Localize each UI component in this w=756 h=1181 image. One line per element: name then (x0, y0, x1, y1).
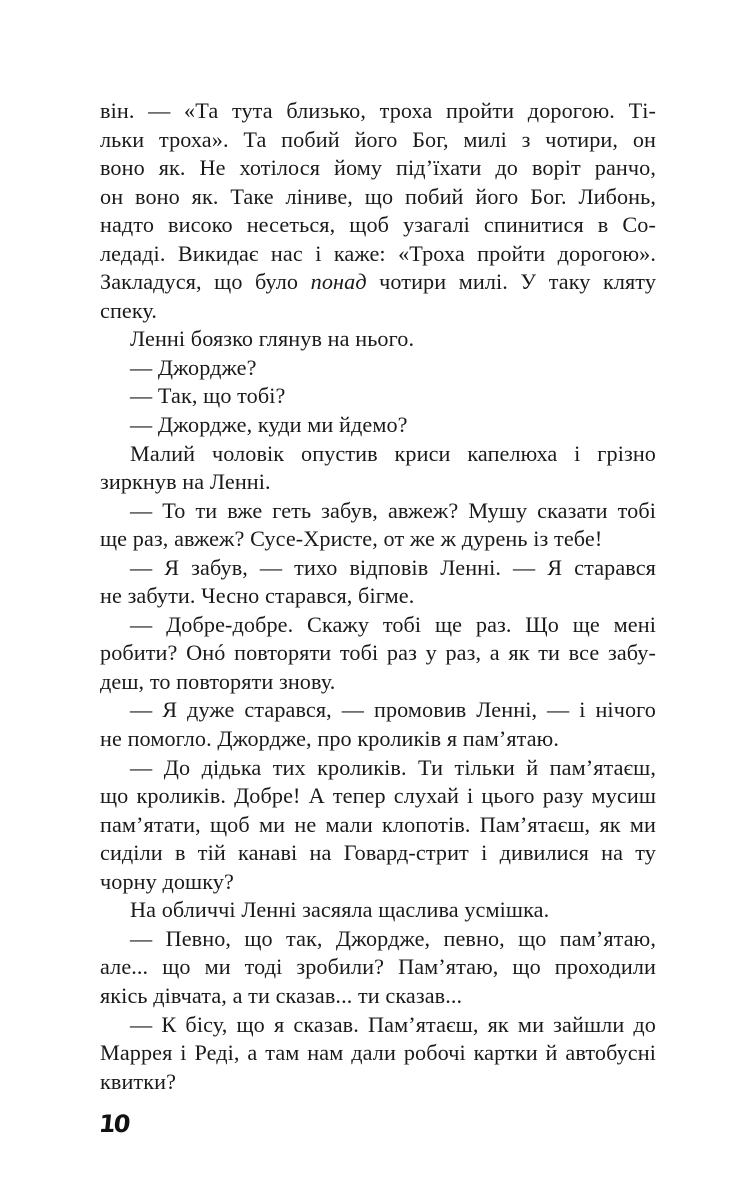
text-line: але... що ми тоді зробили? Пам’ятаю, що проходили (100, 954, 656, 980)
text-line: сиділи в тій канаві на Говард-стрит і дивилися на ту (100, 840, 656, 866)
text-line: — То ти вже геть забув, авжеж? Мушу сказати тобі (130, 497, 656, 523)
text-line: робити? Онó повторяти тобі раз у раз, а як ти все забу- (100, 640, 656, 666)
paragraph (100, 325, 656, 354)
paragraph (100, 611, 656, 697)
paragraph (100, 411, 656, 440)
text-line: — Добре-добре. Скажу тобі ще раз. Що ще мені (130, 611, 656, 637)
text-line: якісь дівчата, а ти сказав... ти сказав... (100, 982, 463, 1008)
text-line: квитки? (100, 1068, 177, 1094)
text-line: — Я дуже старався, — промовив Ленні, — і нічого (130, 697, 656, 723)
text-line: надто високо несеться, щоб узагалі спинитися в Со- (100, 212, 656, 238)
paragraph (100, 1011, 656, 1097)
text-line: льки троха». Та побий його Бог, милі з чотири, он (100, 126, 656, 152)
paragraph (100, 925, 656, 1011)
text-line: що кроликів. Добре! А тепер слухай і цього разу мусиш (100, 783, 656, 809)
paragraph (100, 497, 656, 554)
text-line: — До дідька тих кроликів. Ти тільки й пам’ятаєш, (130, 754, 656, 780)
text-line: не забути. Чесно старався, бігме. (100, 583, 415, 609)
text-line: Закладуся, що було понад чотири милі. У таку кляту (100, 269, 657, 295)
text-line: На обличчі Ленні засяяла щаслива усмішка. (130, 897, 550, 923)
text-line: чорну дошку? (100, 868, 234, 894)
paragraph (100, 554, 656, 611)
text-line: спеку. (100, 297, 158, 323)
paragraph (100, 696, 656, 753)
text-line: не помогло. Джордже, про кроликів я пам’ятаю. (100, 726, 559, 752)
text-line: Ленні боязко глянув на нього. (130, 326, 415, 352)
text-line: — Певно, що так, Джордже, певно, що пам’ятаю, (130, 925, 656, 951)
text-line: воно як. Не хотілося йому під’їхати до воріт ранчо, (100, 155, 656, 181)
text-line: — Джордже, куди ми йдемо? (130, 412, 408, 438)
paragraph (100, 97, 656, 325)
text-line: зиркнув на Ленні. (100, 469, 271, 495)
text-line: деш, то повторяти знову. (100, 668, 336, 694)
paragraph (100, 754, 656, 897)
emphasis: понад (310, 269, 367, 295)
paragraph (100, 440, 656, 497)
text-line: — Я забув, — тихо відповів Ленні. — Я старався (130, 554, 656, 580)
text-line: він. — «Та тута близько, троха пройти дорогою. Ті- (100, 98, 656, 123)
text-line: — Джордже? (130, 354, 257, 380)
paragraph (100, 896, 656, 925)
text-line: — Так, що тобі? (130, 383, 286, 409)
text-line: ще раз, авжеж? Сусе-Христе, от же ж дурень із тебе! (100, 526, 603, 552)
page-body (100, 97, 656, 1096)
text-line: — К бісу, що я сказав. Пам’ятаєш, як ми зайшли до (130, 1011, 656, 1037)
text-line: Малий чоловік опустив криси капелюха і грізно (130, 440, 656, 466)
text-line: пам’ятати, щоб ми не мали клопотів. Пам’ятаєш, як ми (100, 811, 656, 837)
paragraph (100, 382, 656, 411)
text-line: он воно як. Таке ліниве, що побий його Бог. Либонь, (100, 183, 656, 209)
page-number: 10 (97, 1110, 130, 1138)
text-line: Маррея і Реді, а там нам дали робочі картки й автобусні (100, 1040, 656, 1066)
text-line: ледаді. Викидає нас і каже: «Троха пройти дорогою». (100, 240, 656, 266)
paragraph (100, 354, 656, 383)
